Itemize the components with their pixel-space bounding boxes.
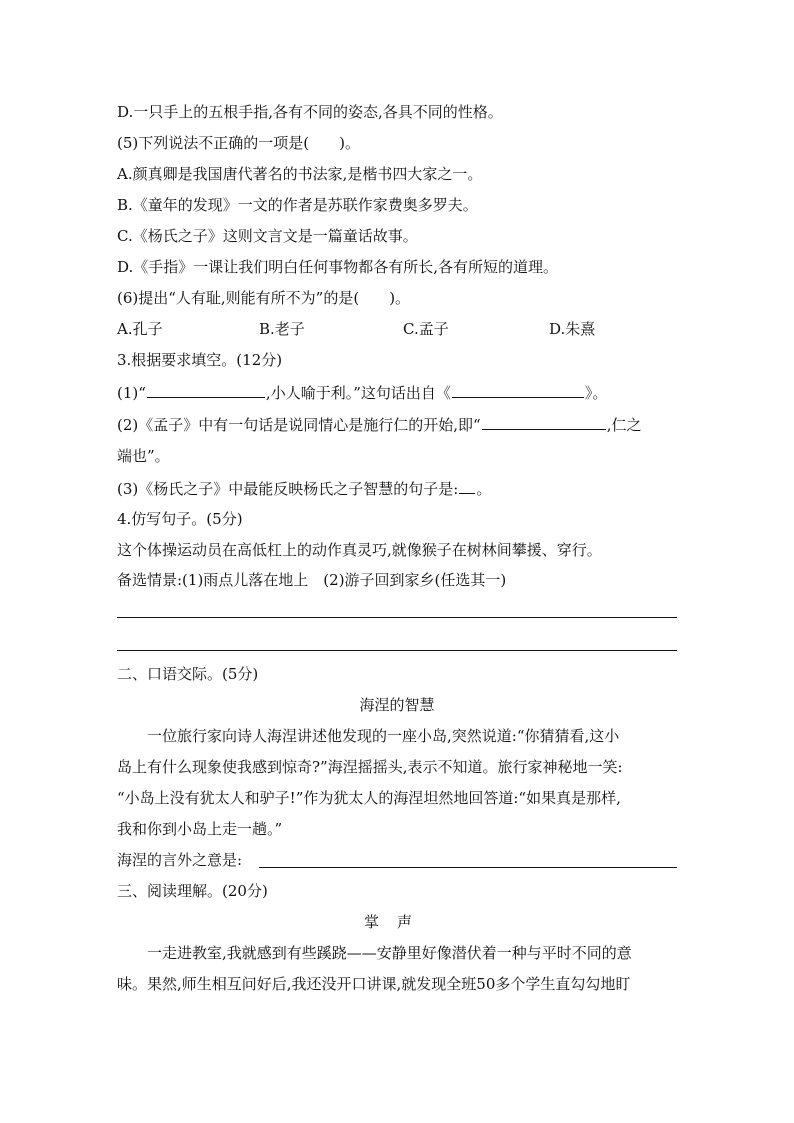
q6-option-b: B.老子 [259,320,305,338]
q3-sentence-2-cont: 端也”。 [117,447,170,465]
sec2-title: 二、口语交际。(5分) [117,665,259,683]
q5-option-c: C.《杨氏之子》这则文言文是一篇童话故事。 [117,227,418,245]
q3-blank-3[interactable] [482,414,606,430]
q6-option-c: C.孟子 [403,320,449,338]
q3-sentence-3: (3)《杨氏之子》中最能反映杨氏之子智慧的句子是: 。 [117,480,492,498]
q5-option-a: A.颜真卿是我国唐代著名的书法家,是楷书四大家之一。 [117,165,483,183]
q4-answer-line-1[interactable] [117,617,677,618]
q3-title: 3.根据要求填空。(12分) [117,351,283,369]
q4-options: 备选情景:(1)雨点儿落在地上 (2)游子回到家乡(任选其一) [117,571,507,589]
q6-option-d: D.朱熹 [549,320,596,338]
sec2-question: 海涅的言外之意是: [117,851,243,869]
sec2-story-title: 海涅的智慧 [359,696,435,714]
sec2-para-line-4: 我和你到小岛上走一趟。” [117,820,283,838]
q5-option-b: B.《童年的发现》一文的作者是苏联作家费奥多罗夫。 [117,196,478,214]
q3-blank-4[interactable] [459,478,475,494]
sec2-para-line-3: “小岛上没有犹太人和驴子!”作为犹太人的海涅坦然地回答道:“如果真是那样, [117,789,621,807]
q6-stem: (6)提出“人有耻,则能有所不为”的是( )。 [117,289,411,307]
q6-options [117,319,677,339]
sec3-para-line-2: 味。果然,师生相互问好后,我还没开口讲课,就发现全班50多个学生直勾勾地盯 [117,975,631,993]
q4-example: 这个体操运动员在高低杠上的动作真灵巧,就像猴子在树林间攀援、穿行。 [117,541,602,559]
q6-option-a: A.孔子 [117,320,163,338]
q3-sentence-1: (1)“ ,小人喻于利。”这句话出自《 》。 [117,384,608,402]
sec2-para-line-1: 一位旅行家向诗人海涅讲述他发现的一座小岛,突然说道:“你猜猜看,这小 [147,727,620,745]
q3-blank-1[interactable] [147,382,265,398]
q4-title: 4.仿写句子。(5分) [117,510,243,528]
q5-stem: (5)下列说法不正确的一项是( )。 [117,134,360,152]
sec2-answer-line[interactable] [259,867,677,868]
q4-answer-line-2[interactable] [117,650,677,651]
q3-sentence-2: (2)《孟子》中有一句话是说同情心是施行仁的开始,即“ ,仁之 [117,416,642,434]
sec3-para-line-1: 一走进教室,我就感到有些蹊跷——安静里好像潜伏着一种与平时不同的意 [147,944,632,962]
sec2-para-line-2: 岛上有什么现象使我感到惊奇?”海涅摇摇头,表示不知道。旅行家神秘地一笑: [117,758,623,776]
sec3-title: 三、阅读理解。(20分) [117,882,268,900]
sec3-article-title: 掌声 [363,913,430,931]
q3-blank-2[interactable] [452,382,584,398]
q5-option-d: D.《手指》一课让我们明白任何事物都各有所长,各有所短的道理。 [117,258,559,276]
q2-option-d: D.一只手上的五根手指,各有不同的姿态,各具不同的性格。 [117,103,503,121]
